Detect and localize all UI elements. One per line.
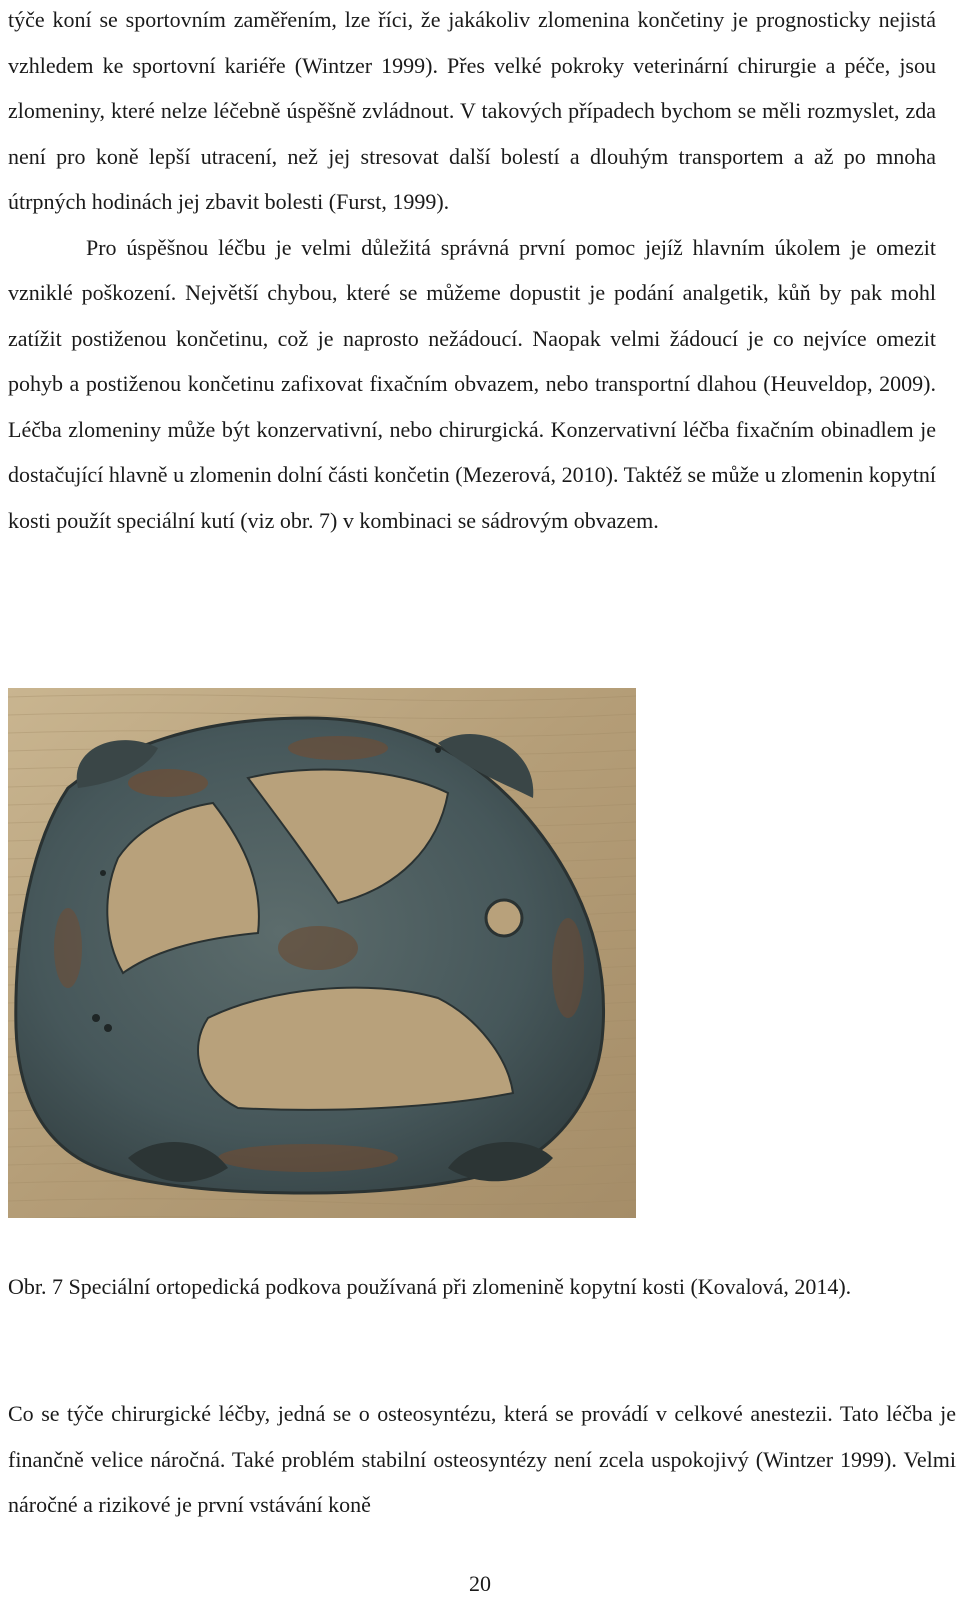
page-number: 20 — [469, 1571, 491, 1596]
paragraph-1: týče koní se sportovním zaměřením, lze říci, že jakákoliv zlomenina končetiny je prognosticky nejistá vzhledem ke sportovní kariéře (Wintzer 1999). Přes velké pokroky veterinární chirurgie a péče, jsou zlomeniny, které nelze léčebně úspěšně zvládnout. V takových případech bychom se měli rozmyslet, zda není pro koně lepší utracení, než jej stresovat další bolestí a dlouhým transportem a až po mnoha útrpných hodinách jej zbavit bolesti (Furst, 1999). — [8, 7, 936, 214]
figure-caption: Obr. 7 Speciální ortopedická podkova používaná při zlomenině kopytní kosti (Kovalová, 2014). — [8, 1274, 852, 1299]
paragraph-3: Co se týče chirurgické léčby, jedná se o osteosyntézu, která se provádí v celkové anestezii. Tato léčba je finančně velice náročná. Také problém stabilní osteosyntézy není zcela uspokojivý (Wintzer 1999). Velmi náročné a rizikové je první vstávání koně — [8, 1401, 956, 1517]
horseshoe-illustration — [8, 688, 636, 1218]
document-page — [8, 0, 936, 543]
nail-hole-large — [486, 900, 522, 936]
paragraph-2: Pro úspěšnou léčbu je velmi důležitá správná první pomoc jejíž hlavním úkolem je omezit vzniklé poškození. Největší chybou, které se můžeme dopustit je podání analgetik, kůň by pak mohl zatížit postiženou končetinu, což je naprosto nežádoucí. Naopak velmi žádoucí je co nejvíce omezit pohyb a postiženou končetinu zafixovat fixačním obvazem, nebo transportní dlahou (Heuveldop, 2009). Léčba zlomeniny může být konzervativní, nebo chirurgická. Konzervativní léčba fixačním obinadlem je dostačující hlavně u zlomenin dolní části končetin (Mezerová, 2010). Taktéž se může u zlomenin kopytní kosti použít speciální kutí (viz obr. 7) v kombinaci se sádrovým obvazem. — [8, 234, 936, 533]
orthopedic-horseshoe-photo — [8, 688, 636, 1218]
